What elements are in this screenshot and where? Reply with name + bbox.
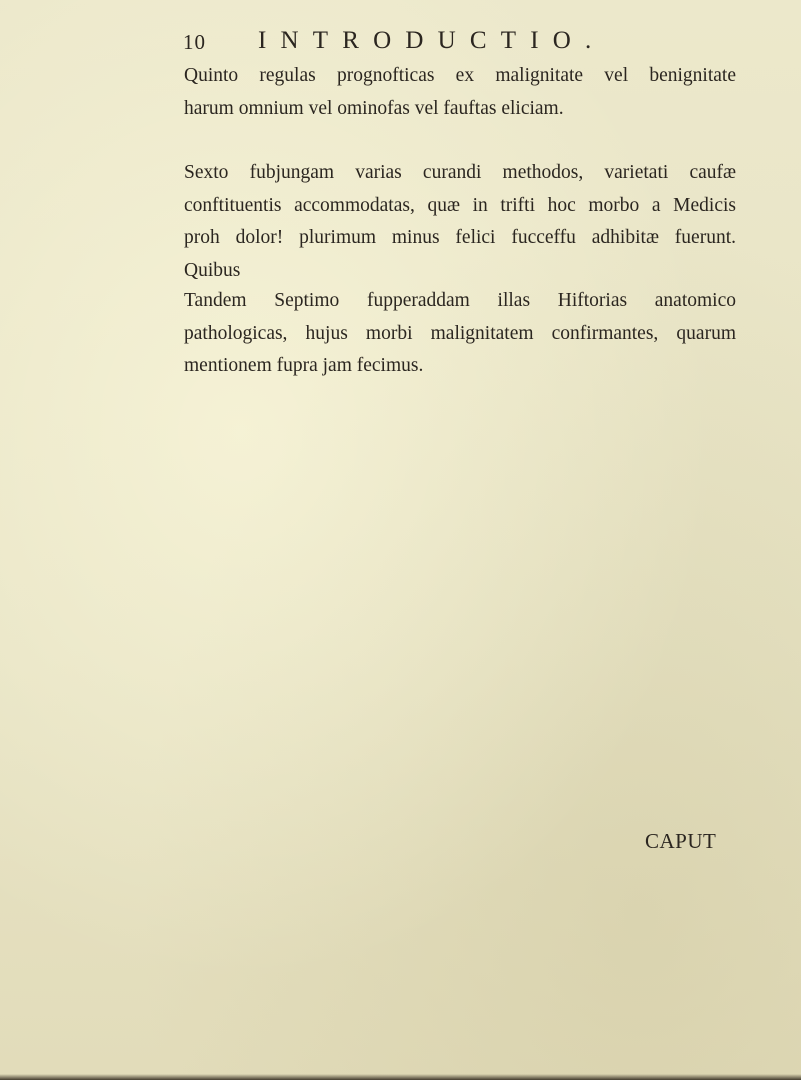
text-line: harum omnium vel ominofas vel fauftas eliciam. bbox=[184, 97, 564, 119]
catchword: CAPUT bbox=[645, 829, 717, 853]
text-line: proh dolor! plurimum minus felici fucceffu adhibitæ fuerunt. bbox=[184, 227, 736, 248]
text-line: pathologicas, hujus morbi malignitatem confirmantes, quarum bbox=[184, 322, 736, 344]
text-line: conftituentis accommodatas, quæ in trifti hoc morbo a Medicis bbox=[184, 194, 736, 216]
text-line: Quinto regulas prognofticas ex malignitate vel benignitate bbox=[184, 65, 736, 86]
page-number: 10 bbox=[183, 30, 206, 54]
running-head: INTRODUCTIO. bbox=[258, 27, 606, 54]
paragraph-septimo bbox=[184, 285, 736, 383]
page-bottom-edge bbox=[0, 1074, 801, 1080]
text-line: Sexto fubjungam varias curandi methodos, varietati caufæ bbox=[184, 162, 736, 183]
text-line: mentionem fupra jam fecimus. bbox=[184, 355, 424, 376]
paragraph-quinto bbox=[184, 60, 736, 125]
text-line: Quibus bbox=[184, 259, 241, 281]
paragraph-sexto bbox=[184, 157, 736, 287]
text-line: Tandem Septimo fupperaddam illas Hiftorias anatomico bbox=[184, 290, 736, 311]
